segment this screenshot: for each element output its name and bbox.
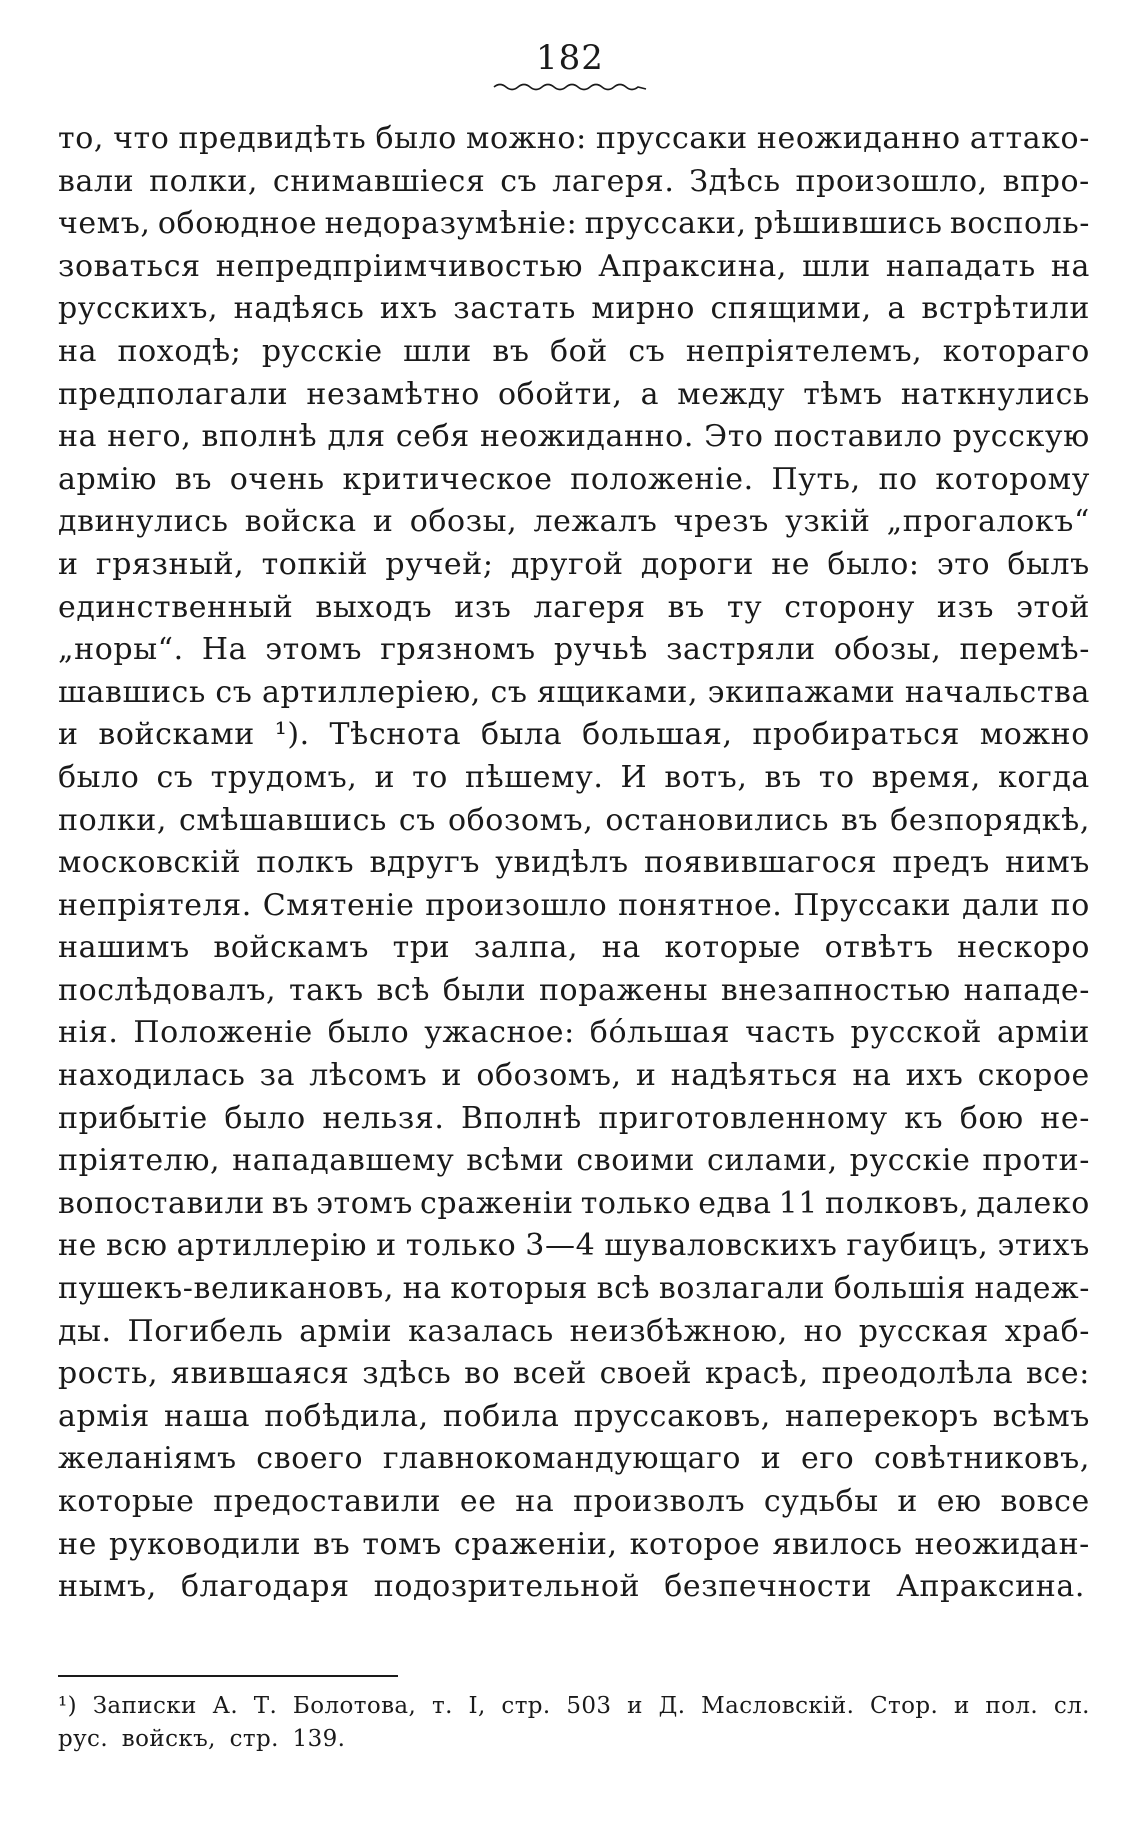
text-line: рость, явившаяся здѣсь во всей своей красѣ, преодолѣла все: <box>58 1356 1090 1392</box>
text-line: послѣдовалъ, такъ всѣ были поражены внезапностью нападе- <box>58 972 1090 1008</box>
text-line: армія наша побѣдила, побила пруссаковъ, наперекоръ всѣмъ <box>58 1398 1090 1434</box>
text-line: ды. Погибель арміи казалась неизбѣжною, но русская храб- <box>58 1313 1090 1349</box>
text-line: шавшись съ артиллеріею, съ ящиками, экипажами начальства <box>58 674 1090 710</box>
body-text <box>58 118 1090 1609</box>
text-line: то, что предвидѣть было можно: пруссаки неожиданно аттако- <box>58 121 1090 156</box>
footnote <box>58 1690 1090 1756</box>
text-line: желаніямъ своего главнокомандующаго и его совѣтниковъ, <box>58 1441 1090 1477</box>
text-line: двинулись войска и обозы, лежалъ чрезъ узкій „прогалокъ“ <box>58 504 1090 540</box>
footnote-line: рус. войскъ, стр. 139. <box>58 1726 346 1752</box>
text-line: чемъ, обоюдное недоразумѣніе: пруссаки, рѣшившись восполь- <box>58 206 1090 242</box>
text-line: зоваться непредпріимчивостью Апраксина, шли нападать на <box>58 248 1090 284</box>
text-line: и грязный, топкій ручей; другой дороги не было: это былъ <box>58 546 1090 582</box>
text-line: полки, смѣшавшись съ обозомъ, остановились въ безпорядкѣ, <box>58 802 1090 838</box>
text-line: не всю артиллерію и только 3—4 шуваловскихъ гаубицъ, этихъ <box>58 1228 1090 1264</box>
text-line: нымъ, благодаря подозрительной безпечности Апраксина. <box>58 1569 1085 1605</box>
page-number: 182 <box>536 38 604 78</box>
text-line: нія. Положеніе было ужасное: бо́льшая часть русской арміи <box>58 1015 1090 1051</box>
text-line: предполагали незамѣтно обойти, а между тѣмъ наткнулись <box>58 376 1090 412</box>
text-line: на походѣ; русскіе шли въ бой съ непріятелемъ, котораго <box>58 333 1090 369</box>
text-line: вали полки, снимавшіеся съ лагеря. Здѣсь произошло, впро- <box>58 163 1090 199</box>
text-line: пушекъ-великановъ, на которыя всѣ возлагали большія надеж- <box>58 1271 1090 1307</box>
footnote-rule <box>58 1675 398 1677</box>
text-line: „норы“. На этомъ грязномъ ручьѣ застряли обозы, перемѣ- <box>58 632 1090 668</box>
text-line: не руководили въ томъ сраженіи, которое явилось неожидан- <box>58 1526 1090 1562</box>
text-line: и войсками ¹). Тѣснота была большая, пробираться можно <box>58 717 1090 753</box>
text-line: нашимъ войскамъ три залпа, на которые отвѣтъ нескоро <box>58 930 1090 966</box>
text-line: московскій полкъ вдругъ увидѣлъ появившагося предъ нимъ <box>58 845 1090 881</box>
text-line: непріятеля. Смятеніе произошло понятное. Пруссаки дали по <box>58 887 1090 923</box>
text-line: прибытіе было нельзя. Вполнѣ приготовленному къ бою не- <box>58 1100 1090 1136</box>
text-line: которые предоставили ее на произволъ судьбы и ею вовсе <box>58 1484 1090 1519</box>
text-line: находилась за лѣсомъ и обозомъ, и надѣяться на ихъ скорое <box>58 1058 1090 1094</box>
text-line: армію въ очень критическое положеніе. Путь, по которому <box>58 461 1090 497</box>
text-line: пріятелю, нападавшему всѣми своими силами, русскіе проти- <box>58 1143 1090 1179</box>
text-line: единственный выходъ изъ лагеря въ ту сторону изъ этой <box>58 589 1090 625</box>
text-line: было съ трудомъ, и то пѣшему. И вотъ, въ то время, когда <box>58 759 1090 795</box>
text-line: на него, вполнѣ для себя неожиданно. Это поставило русскую <box>58 419 1090 455</box>
text-line: русскихъ, надѣясь ихъ застать мирно спящими, а встрѣтили <box>58 291 1090 327</box>
text-line: вопоставили въ этомъ сраженіи только едва 11 полковъ, далеко <box>58 1185 1090 1221</box>
page-number-ornament <box>490 80 650 94</box>
footnote-line: ¹) Записки А. Т. Болотова, т. I, стр. 503 и Д. Масловскій. Стор. и пол. сл. <box>58 1693 1090 1719</box>
